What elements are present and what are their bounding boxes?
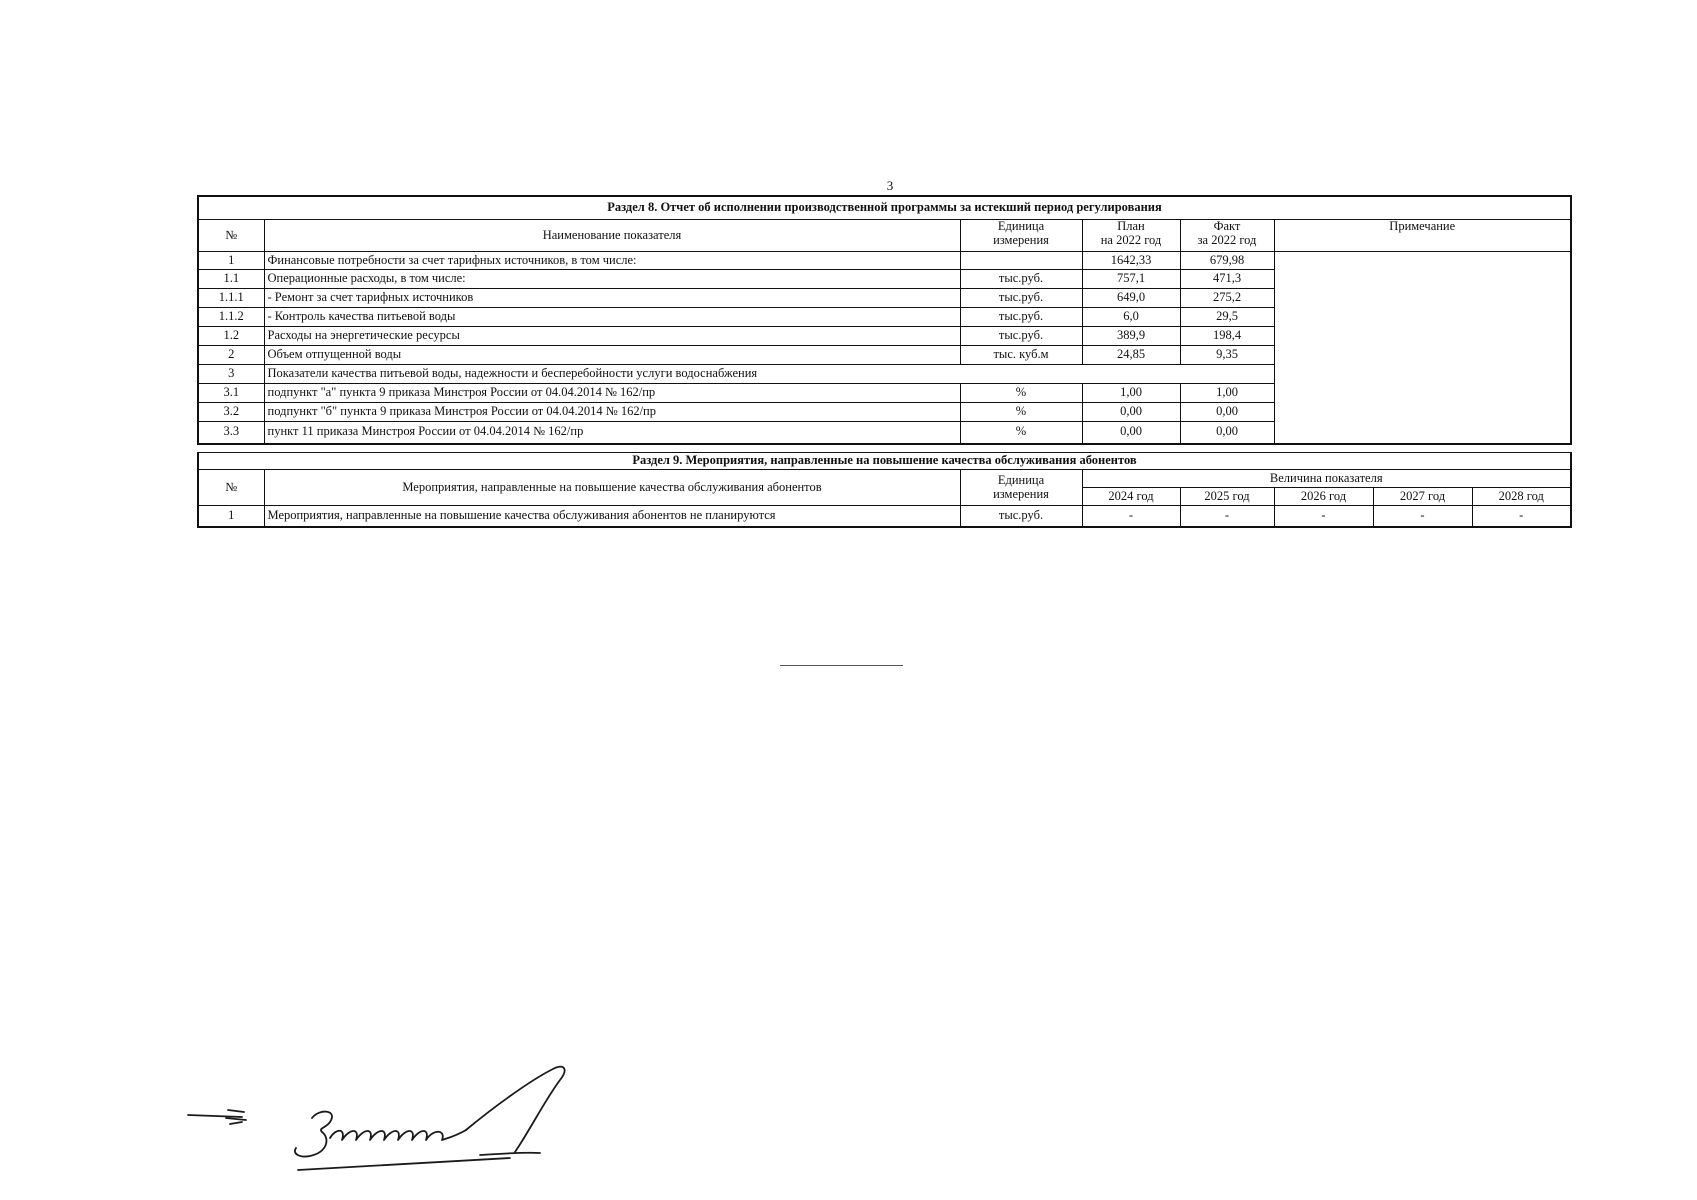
table-row: 1.1.1 - Ремонт за счет тарифных источников тыс.руб. 649,0 275,2 bbox=[198, 289, 1571, 308]
table-row: 3.3 пункт 11 приказа Минстроя России от 04.04.2014 № 162/пр % 0,00 0,00 bbox=[198, 422, 1571, 444]
header-year: 2028 год bbox=[1472, 488, 1571, 506]
header-unit: Единица измерения bbox=[960, 220, 1082, 252]
header-unit: Единица измерения bbox=[960, 470, 1082, 506]
table-row: 2 Объем отпущенной воды тыс. куб.м 24,85 9,35 bbox=[198, 346, 1571, 365]
header-num: № bbox=[198, 470, 264, 506]
handwritten-signature bbox=[180, 1060, 640, 1180]
section-9-title: Раздел 9. Мероприятия, направленные на повышение качества обслуживания абонентов bbox=[198, 453, 1571, 470]
table-row: 1.1 Операционные расходы, в том числе: тыс.руб. 757,1 471,3 bbox=[198, 270, 1571, 289]
header-year: 2024 год bbox=[1082, 488, 1180, 506]
section-8-table bbox=[197, 195, 1572, 445]
table-row: 3.1 подпункт "а" пункта 9 приказа Минстроя России от 04.04.2014 № 162/пр % 1,00 1,00 bbox=[198, 384, 1571, 403]
header-year: 2026 год bbox=[1274, 488, 1373, 506]
table-row: 1.1.2 - Контроль качества питьевой воды тыс.руб. 6,0 29,5 bbox=[198, 308, 1571, 327]
page-number: 3 bbox=[886, 178, 894, 193]
table-row: 3.2 подпункт "б" пункта 9 приказа Минстроя России от 04.04.2014 № 162/пр % 0,00 0,00 bbox=[198, 403, 1571, 422]
table-row: 1 Мероприятия, направленные на повышение качества обслуживания абонентов не планируются тыс.руб. - - - - - bbox=[198, 506, 1571, 527]
table-row: 3 Показатели качества питьевой воды, надежности и бесперебойности услуги водоснабжения bbox=[198, 365, 1571, 384]
header-plan: План на 2022 год bbox=[1082, 220, 1180, 252]
header-value: Величина показателя bbox=[1082, 470, 1571, 488]
header-fact: Факт за 2022 год bbox=[1180, 220, 1274, 252]
header-note: Примечание bbox=[1274, 220, 1571, 252]
section-8-title: Раздел 8. Отчет об исполнении производственной программы за истекший период регулирования bbox=[198, 196, 1571, 220]
header-activity: Мероприятия, направленные на повышение качества обслуживания абонентов bbox=[264, 470, 960, 506]
table-row: 1.2 Расходы на энергетические ресурсы тыс.руб. 389,9 198,4 bbox=[198, 327, 1571, 346]
header-year: 2025 год bbox=[1180, 488, 1274, 506]
note-cell bbox=[1274, 252, 1571, 444]
section-9-table bbox=[197, 452, 1572, 528]
header-num: № bbox=[198, 220, 264, 252]
end-divider bbox=[780, 665, 903, 666]
table-row: 1 Финансовые потребности за счет тарифных источников, в том числе: 1642,33 679,98 bbox=[198, 252, 1571, 270]
header-name: Наименование показателя bbox=[264, 220, 960, 252]
header-year: 2027 год bbox=[1373, 488, 1472, 506]
